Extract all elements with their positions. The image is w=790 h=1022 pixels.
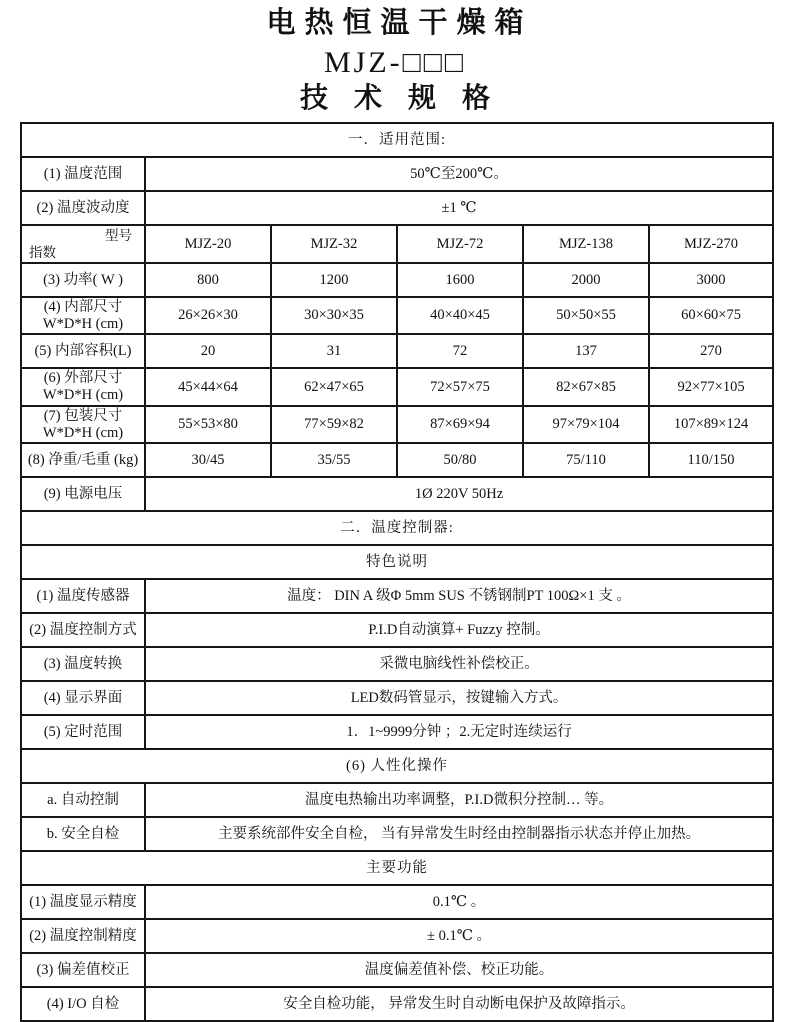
spec-value-cell: 1200 [271,263,397,297]
corner-model-label: 型号 [105,228,132,244]
section-label-cell: 特色说明 [21,545,773,579]
spec-row-16 [21,681,773,715]
spec-label-cell: (8) 净重/毛重 (kg) [21,443,145,477]
spec-label-cell: (2) 温度控制方式 [21,613,145,647]
spec-row-20 [21,817,773,851]
spec-value-cell: 26×26×30 [145,297,271,334]
spec-row-10 [21,477,773,511]
spec-row-8 [21,406,773,443]
model-header-cell: MJZ-20 [145,225,271,263]
spec-label-cell: (6) 外部尺寸W*D*H (cm) [21,368,145,405]
spec-label-cell: (2) 温度控制精度 [21,919,145,953]
spec-value-cell: 1．1~9999分钟 ；2.无定时连续运行 [145,715,773,749]
model-header-cell: MJZ-32 [271,225,397,263]
spec-value-cell: 82×67×85 [523,368,649,405]
spec-value-cell: 采微电脑线性补偿校正。 [145,647,773,681]
spec-row-17 [21,715,773,749]
spec-value-cell: 137 [523,334,649,368]
spec-row-7 [21,368,773,405]
spec-label-cell: (3) 偏差值校正 [21,953,145,987]
spec-row-19 [21,783,773,817]
spec-value-cell: 1Ø 220V 50Hz [145,477,773,511]
corner-header-cell [21,225,145,263]
spec-row-9 [21,443,773,477]
spec-value-cell: 20 [145,334,271,368]
spec-label-cell: (4) 显示界面 [21,681,145,715]
spec-value-cell: 55×53×80 [145,406,271,443]
title-block [0,0,790,115]
spec-value-cell: LED数码管显示，按键输入方式。 [145,681,773,715]
spec-value-cell: 77×59×82 [271,406,397,443]
spec-value-cell: 35/55 [271,443,397,477]
spec-value-cell: 72×57×75 [397,368,523,405]
product-title: 电热恒温干燥箱 [266,7,533,39]
spec-label-cell: (1) 温度显示精度 [21,885,145,919]
section-label-cell: 二．温度控制器: [21,511,773,545]
spec-row-14 [21,613,773,647]
spec-value-cell: 75/110 [523,443,649,477]
spec-row-13 [21,579,773,613]
spec-row-6 [21,334,773,368]
corner-index-label: 指数 [29,244,56,260]
spec-value-cell: 3000 [649,263,773,297]
spec-label-cell: (3) 功率( W ) [21,263,145,297]
spec-row-23 [21,919,773,953]
spec-value-cell: 270 [649,334,773,368]
spec-value-cell: P.I.D自动演算+ Fuzzy 控制。 [145,613,773,647]
spec-value-cell: 30×30×35 [271,297,397,334]
spec-row-12 [21,545,773,579]
spec-row-22 [21,885,773,919]
spec-row-1 [21,157,773,191]
spec-value-cell: 2000 [523,263,649,297]
spec-label-cell: (4) I/O 自检 [21,987,145,1021]
spec-value-cell: 72 [397,334,523,368]
spec-row-11 [21,511,773,545]
model-code: MJZ-□□□ [323,46,467,80]
spec-row-25 [21,987,773,1021]
spec-table [20,122,774,1022]
spec-value-cell: 50/80 [397,443,523,477]
spec-label-cell: b. 安全自检 [21,817,145,851]
spec-value-cell: 50℃至200℃。 [145,157,773,191]
spec-row-15 [21,647,773,681]
spec-row-4 [21,263,773,297]
spec-value-cell: 92×77×105 [649,368,773,405]
spec-value-cell: 62×47×65 [271,368,397,405]
spec-value-cell: 温度电热输出功率调整，P.I.D微积分控制… 等。 [145,783,773,817]
section-label-cell: 一．适用范围: [21,123,773,157]
spec-value-cell: 主要系统部件安全自检， 当有异常发生时经由控制器指示状态并停止加热。 [145,817,773,851]
spec-label-cell: (9) 电源电压 [21,477,145,511]
spec-row-3 [21,225,773,263]
spec-value-cell: 40×40×45 [397,297,523,334]
spec-value-cell: 30/45 [145,443,271,477]
spec-value-cell: 60×60×75 [649,297,773,334]
spec-label-cell: (1) 温度传感器 [21,579,145,613]
spec-value-cell: ± 0.1℃ 。 [145,919,773,953]
spec-row-5 [21,297,773,334]
section-label-cell: 主要功能 [21,851,773,885]
model-header-cell: MJZ-72 [397,225,523,263]
spec-label-cell: (3) 温度转换 [21,647,145,681]
spec-value-cell: 107×89×124 [649,406,773,443]
spec-label-cell: (4) 内部尺寸W*D*H (cm) [21,297,145,334]
model-header-cell: MJZ-270 [649,225,773,263]
spec-label-cell: (5) 内部容积(L) [21,334,145,368]
spec-label-cell: (7) 包装尺寸W*D*H (cm) [21,406,145,443]
spec-label-cell: (1) 温度范围 [21,157,145,191]
spec-value-cell: 800 [145,263,271,297]
spec-row-0 [21,123,773,157]
spec-value-cell: 50×50×55 [523,297,649,334]
spec-value-cell: 0.1℃ 。 [145,885,773,919]
spec-value-cell: 110/150 [649,443,773,477]
spec-label-cell: a. 自动控制 [21,783,145,817]
spec-row-2 [21,191,773,225]
section-label-cell: (6) 人性化操作 [21,749,773,783]
spec-row-21 [21,851,773,885]
spec-value-cell: 安全自检功能， 异常发生时自动断电保护及故障指示。 [145,987,773,1021]
spec-label-cell: (5) 定时范围 [21,715,145,749]
spec-value-cell: 45×44×64 [145,368,271,405]
spec-table-body [21,123,773,1021]
spec-value-cell: 87×69×94 [397,406,523,443]
spec-value-cell: ±1 ℃ [145,191,773,225]
doc-title: 技术规格 [299,83,516,115]
spec-value-cell: 温度： DIN A 级Φ 5mm SUS 不锈钢制PT 100Ω×1 支 。 [145,579,773,613]
model-header-cell: MJZ-138 [523,225,649,263]
spec-value-cell: 温度偏差值补偿、校正功能。 [145,953,773,987]
spec-value-cell: 1600 [397,263,523,297]
spec-label-cell: (2) 温度波动度 [21,191,145,225]
spec-value-cell: 31 [271,334,397,368]
spec-value-cell: 97×79×104 [523,406,649,443]
spec-row-24 [21,953,773,987]
spec-row-18 [21,749,773,783]
